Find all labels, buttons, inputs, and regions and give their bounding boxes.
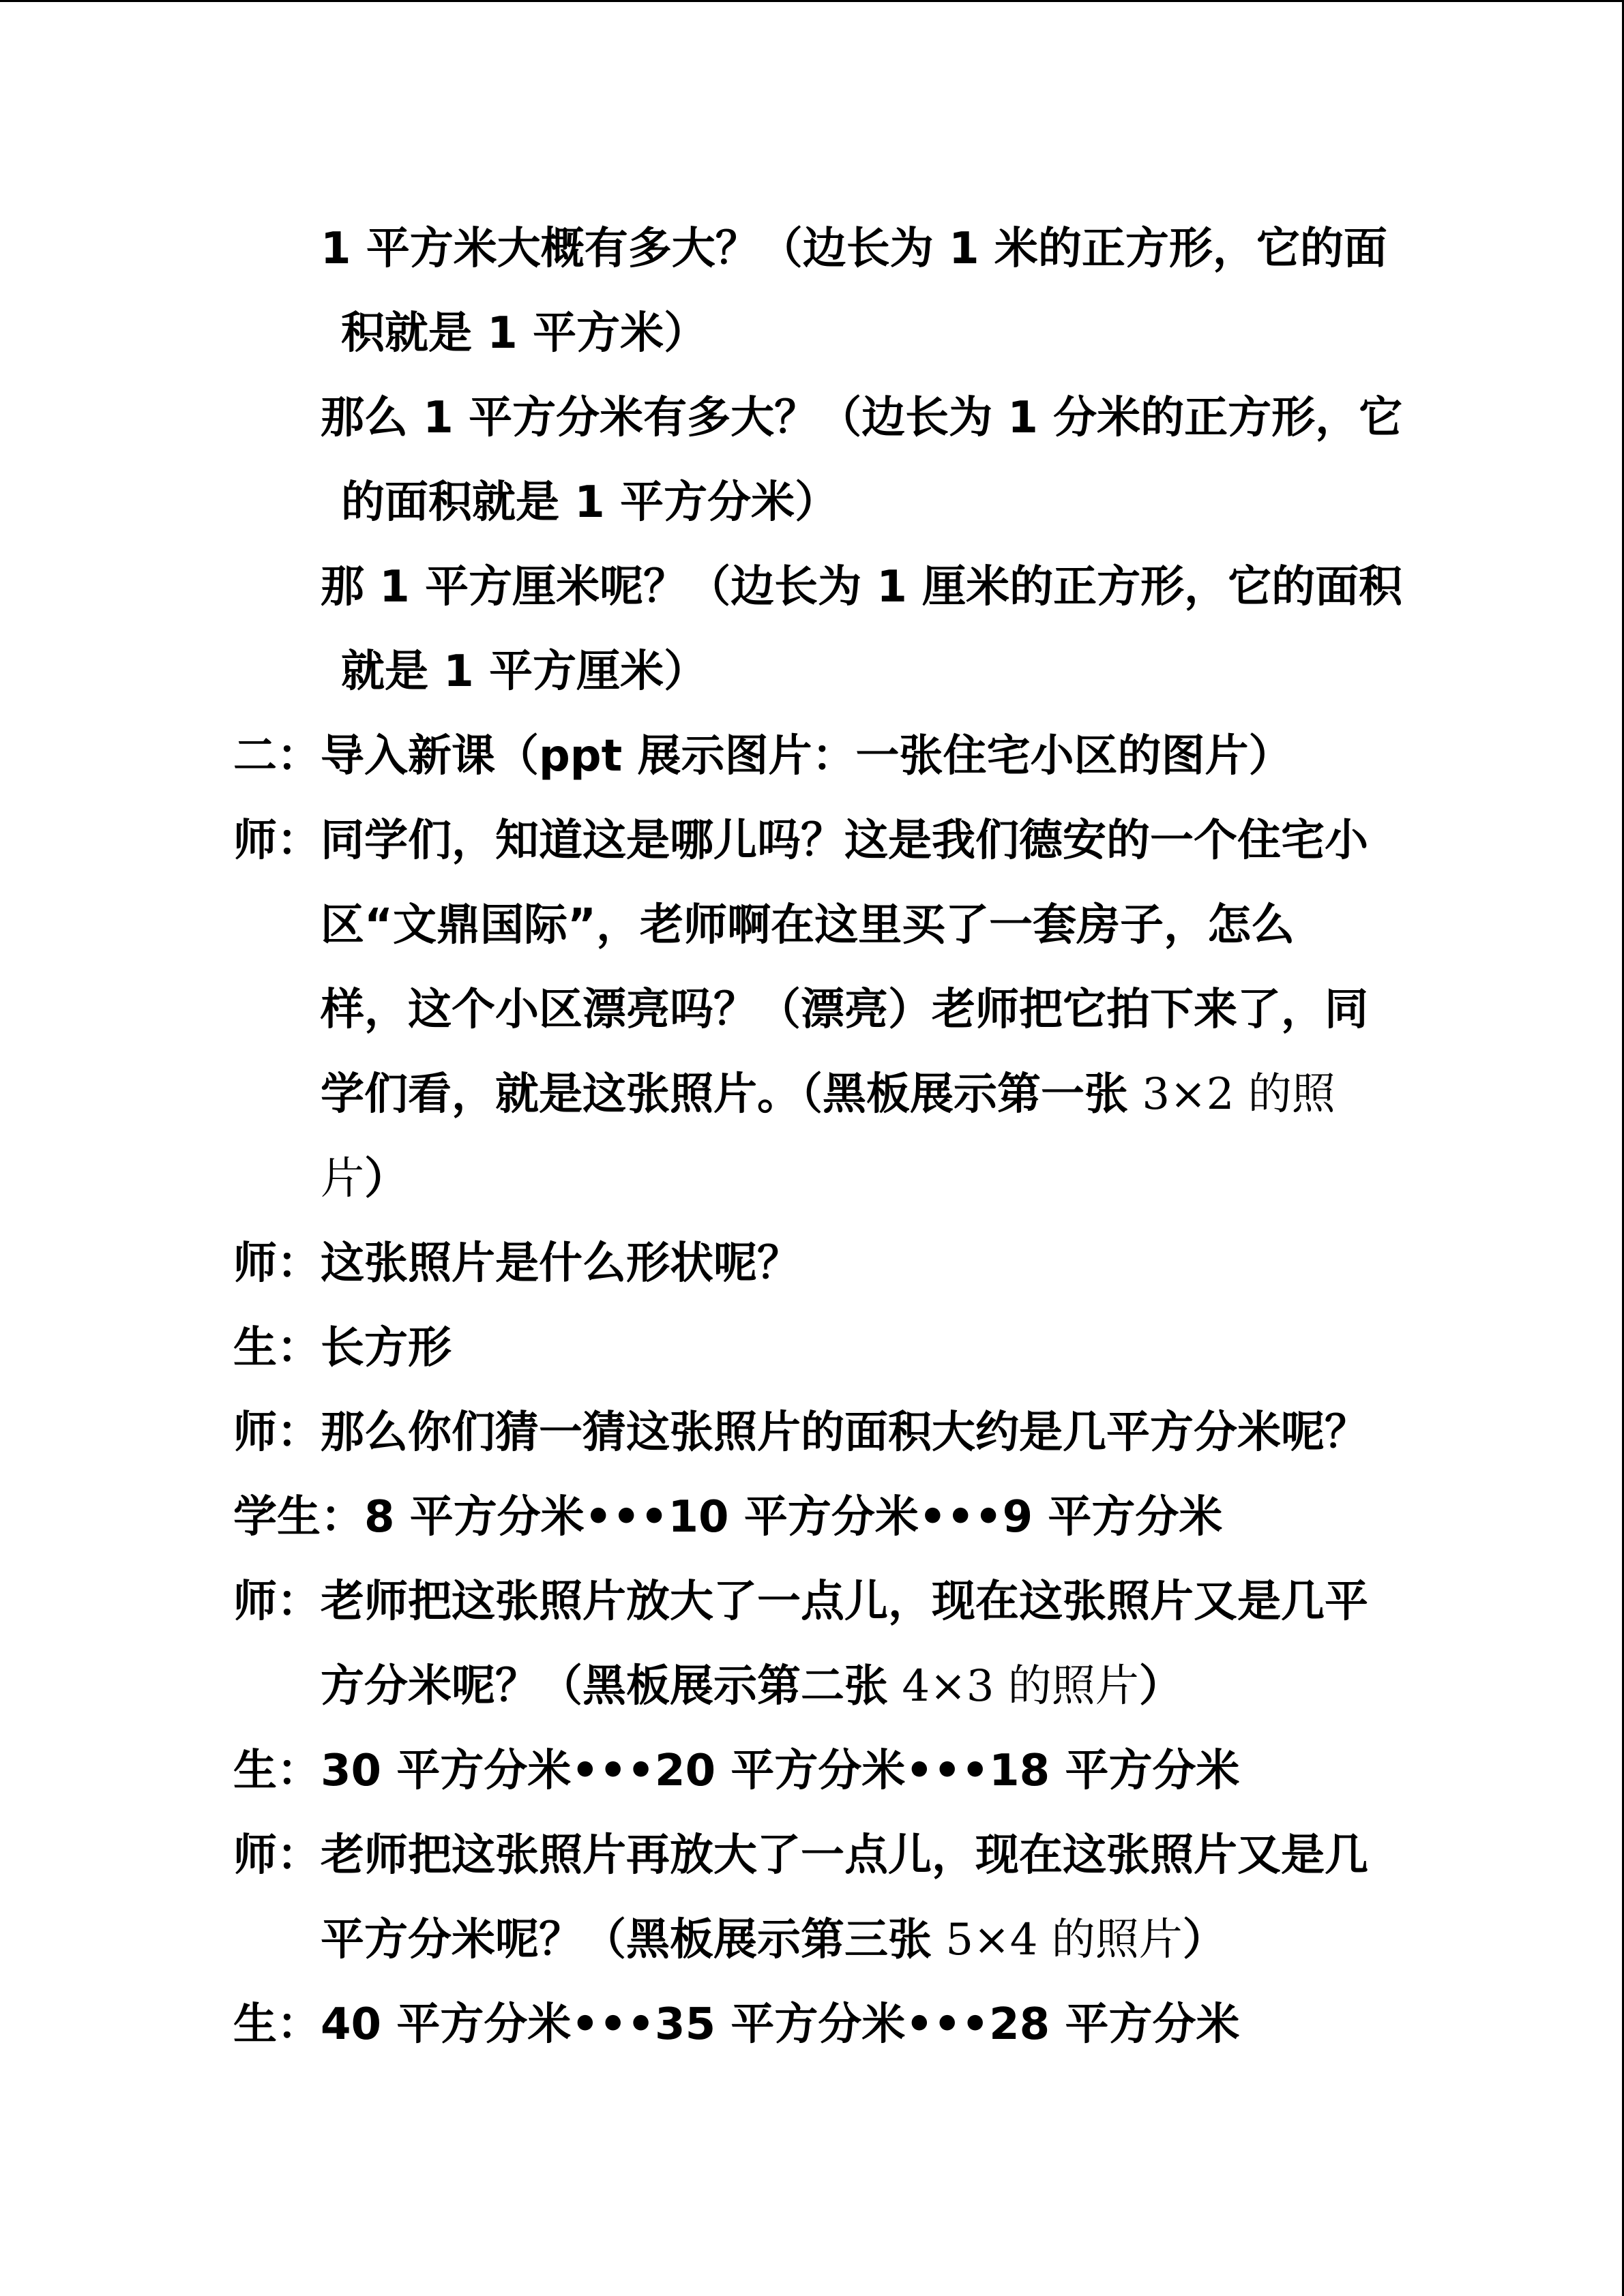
- student-line-guesses-2: [233, 1729, 1239, 1813]
- line-text: 区“文鼎国际”，老师啊在这里买了一套房子，怎么: [321, 900, 1295, 951]
- teacher-line-shape-question: [233, 1221, 801, 1306]
- line-text: 那 1 平方厘米呢？（边长为 1 厘米的正方形，它的面积: [321, 562, 1403, 612]
- line-serif-part: 4×3 的照片: [888, 1661, 1139, 1712]
- line-bold-part: ）: [1182, 1915, 1226, 1965]
- teacher-line-intro: [233, 799, 1368, 1221]
- line-text: 师：同学们，知道这是哪儿吗？这是我们德安的一个住宅小: [233, 816, 1368, 866]
- line-text: [233, 1644, 1368, 1729]
- line-text: [233, 1052, 1368, 1137]
- teacher-line-guess-area: [233, 1390, 1368, 1475]
- teacher-line-enlarge-1: [233, 1560, 1368, 1729]
- student-line-guesses-3: [233, 1982, 1239, 2067]
- line-bold-part: ）: [364, 1154, 408, 1204]
- review-question-square-decimeter: [321, 376, 1402, 545]
- line-bold-part: 方分米呢？（黑板展示第二张: [321, 1661, 888, 1712]
- teacher-line-enlarge-2: [233, 1813, 1368, 1982]
- section-heading-new-lesson: [233, 714, 1293, 799]
- line-text: 1 平方米大概有多大？（边长为 1 米的正方形，它的面: [321, 224, 1387, 274]
- review-question-square-centimeter: [321, 545, 1402, 714]
- line-serif-part: 片: [321, 1154, 364, 1204]
- line-text: 师：那么你们猜一猜这张照片的面积大约是几平方分米呢？: [233, 1407, 1368, 1458]
- line-bold-part: ）: [1138, 1661, 1183, 1712]
- line-text: [233, 1137, 1368, 1221]
- line-text: [233, 1898, 1368, 1982]
- line-text: 生：长方形: [233, 1323, 452, 1373]
- line-text: 生：40 平方分米•••35 平方分米•••28 平方分米: [233, 1999, 1240, 2050]
- line-text: 的面积就是 1 平方分米）: [341, 477, 839, 528]
- review-question-square-meter: [321, 207, 1387, 376]
- line-text: 生：30 平方分米•••20 平方分米•••18 平方分米: [233, 1746, 1240, 1796]
- line-text: 就是 1 平方厘米）: [341, 646, 708, 697]
- student-line-rectangle: [233, 1306, 452, 1390]
- section-title: 二：导入新课（ppt 展示图片：一张住宅小区的图片）: [233, 731, 1293, 781]
- line-serif-part: 5×4 的照片: [932, 1915, 1183, 1965]
- line-text: 师：老师把这张照片放大了一点儿，现在这张照片又是几平: [233, 1577, 1368, 1627]
- line-bold-part: 平方分米呢？（黑板展示第三张: [321, 1915, 932, 1965]
- line-text: 学生：8 平方分米•••10 平方分米•••9 平方分米: [233, 1492, 1223, 1542]
- line-text: 师：老师把这张照片再放大了一点儿，现在这张照片又是几: [233, 1830, 1368, 1881]
- line-text: 样，这个小区漂亮吗？（漂亮）老师把它拍下来了，同: [321, 985, 1368, 1035]
- line-serif-part: 3×2 的照: [1128, 1069, 1335, 1120]
- line-bold-part: 学们看，就是这张照片。（黑板展示第一张: [321, 1069, 1128, 1120]
- line-text: 那么 1 平方分米有多大？（边长为 1 分米的正方形，它: [321, 393, 1403, 443]
- line-text: 积就是 1 平方米）: [341, 308, 708, 359]
- line-text: 师：这张照片是什么形状呢？: [233, 1238, 801, 1289]
- student-line-guesses-1: [233, 1475, 1222, 1560]
